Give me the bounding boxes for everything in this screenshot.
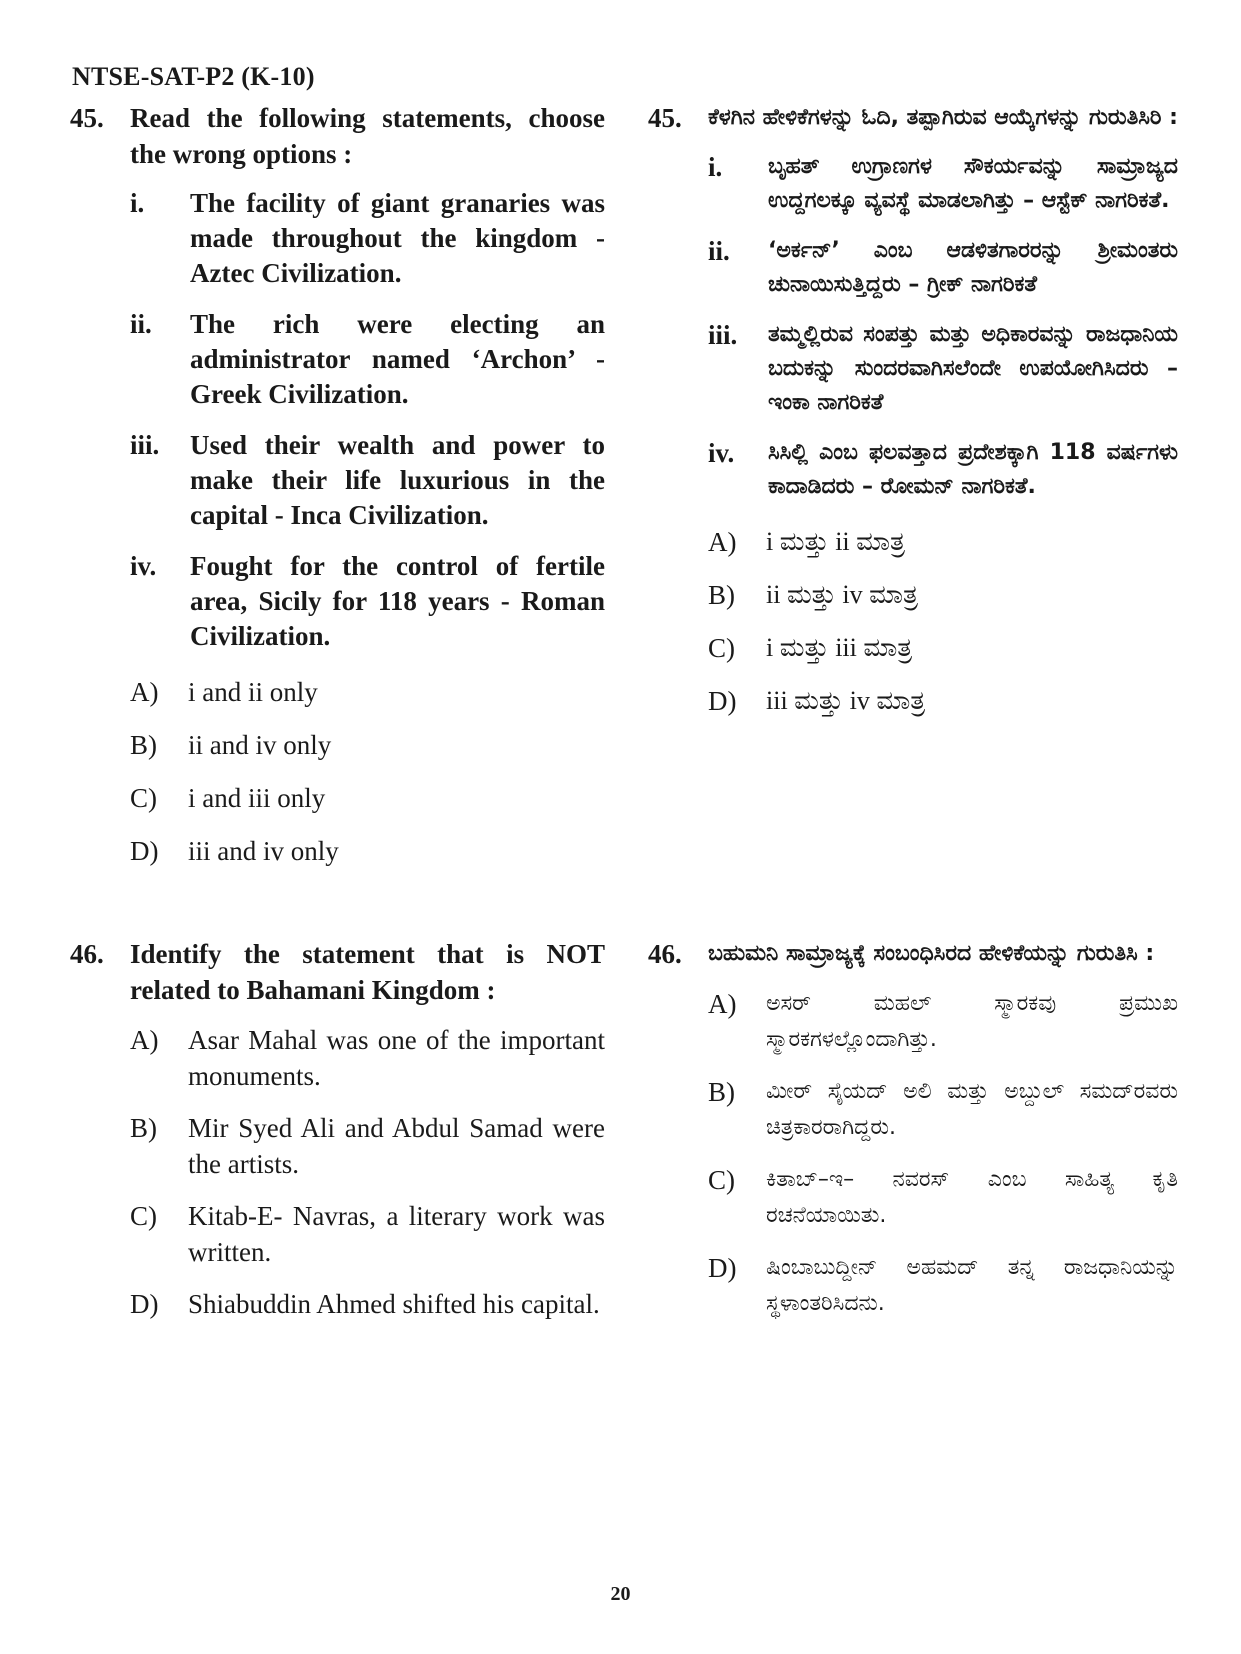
option-label: B): [708, 580, 735, 610]
option-text: ಮೀರ್ ಸೈಯದ್ ಅಲಿ ಮತ್ತು ಅಬ್ದುಲ್ ಸಮದ್‌ರವರು ಚಿತ್ರಕಾರರಾಗಿದ್ದರು.: [766, 1079, 1178, 1140]
option-label: C): [130, 1201, 157, 1231]
question-46-kannada: [648, 936, 1178, 1338]
option-text: Mir Syed Ali and Abdul Samad were the artists.: [188, 1113, 605, 1179]
option-b: [708, 1074, 1178, 1146]
option-c: [708, 630, 1178, 666]
statement-iii: [130, 428, 605, 533]
statement-iii: [708, 318, 1178, 420]
option-text: iii ಮತ್ತು iv ಮಾತ್ರ: [766, 686, 926, 715]
option-text: ii and iv only: [188, 730, 332, 760]
statement-iv: [130, 549, 605, 654]
option-list: [130, 674, 605, 869]
option-list: [708, 524, 1178, 719]
question-45-kannada: [648, 100, 1178, 736]
option-text: i ಮತ್ತು ii ಮಾತ್ರ: [766, 527, 905, 556]
question-46-english: [70, 936, 605, 1338]
option-text: Asar Mahal was one of the important monuments.: [188, 1025, 605, 1091]
statement-list: [130, 186, 605, 654]
option-text: ಅಸರ್ ಮಹಲ್ ಸ್ಮಾರಕವು ಪ್ರಮುಖ ಸ್ಮಾರಕಗಳಲ್ಲೊಂದಾಗಿತ್ತು.: [766, 991, 1178, 1052]
option-b: [130, 1110, 605, 1182]
option-label: A): [708, 989, 737, 1019]
statement-text: Used their wealth and power to make their life luxurious in the capital - Inca Civilization.: [190, 430, 605, 530]
option-list: [708, 986, 1178, 1322]
option-b: [708, 577, 1178, 613]
statement-label: iv.: [130, 551, 157, 581]
question-text: Identify the statement that is NOT related to Bahamani Kingdom :: [130, 939, 605, 1005]
option-text: ಕಿತಾಬ್–ಇ– ನವರಸ್ ಎಂಬ ಸಾಹಿತ್ಯ ಕೃತಿ ರಚನೆಯಾಯಿತು.: [766, 1167, 1178, 1228]
option-label: D): [708, 686, 737, 716]
option-d: [130, 833, 605, 869]
option-text: ಷಿಂಬಾಬುದ್ದೀನ್ ಅಹಮದ್ ತನ್ನ ರಾಜಧಾನಿಯನ್ನು ಸ್ಥಳಾಂತರಿಸಿದನು.: [766, 1255, 1178, 1316]
statement-label: i.: [130, 188, 145, 218]
option-a: [708, 524, 1178, 560]
option-text: i ಮತ್ತು iii ಮಾತ್ರ: [766, 633, 913, 662]
question-text: ಬಹುಮನಿ ಸಾಮ್ರಾಜ್ಯಕ್ಕೆ ಸಂಬಂಧಿಸಿರದ ಹೇಳಿಕೆಯನ್ನು ಗುರುತಿಸಿ :: [708, 941, 1155, 966]
option-label: D): [708, 1253, 737, 1283]
statement-label: iii.: [130, 430, 160, 460]
option-d: [708, 683, 1178, 719]
statement-text: ‘ಅರ್ಕನ್’ ಎಂಬ ಆಡಳಿತಗಾರರನ್ನು ಶ್ರೀಮಂತರು ಚುನಾಯಿಸುತ್ತಿದ್ದರು – ಗ್ರೀಕ್ ನಾಗರಿಕತೆ: [768, 238, 1178, 297]
option-label: A): [130, 677, 159, 707]
option-c: [130, 1198, 605, 1270]
option-label: A): [130, 1025, 159, 1055]
statement-text: The rich were electing an administrator named ‘Archon’ - Greek Civilization.: [190, 309, 605, 409]
option-text: Shiabuddin Ahmed shifted his capital.: [188, 1289, 600, 1319]
statement-ii: [130, 307, 605, 412]
page-number: 20: [610, 1583, 631, 1605]
question-number: 46.: [70, 939, 104, 969]
option-label: B): [130, 730, 157, 760]
statement-label: ii.: [708, 236, 730, 266]
option-d: [708, 1250, 1178, 1322]
statement-i: [708, 150, 1178, 218]
statement-label: ii.: [130, 309, 152, 339]
statement-text: Fought for the control of fertile area, Sicily for 118 years - Roman Civilization.: [190, 551, 605, 651]
option-label: A): [708, 527, 737, 557]
option-text: ii ಮತ್ತು iv ಮಾತ್ರ: [766, 580, 918, 609]
question-number: 46.: [648, 939, 682, 969]
option-label: B): [708, 1077, 735, 1107]
statement-text: ಸಿಸಿಲ್ಲಿ ಎಂಬ ಫಲವತ್ತಾದ ಪ್ರದೇಶಕ್ಕಾಗಿ 118 ವರ್ಷಗಳು ಕಾದಾಡಿದರು – ರೋಮನ್ ನಾಗರಿಕತೆ.: [768, 440, 1178, 499]
statement-text: The facility of giant granaries was made throughout the kingdom - Aztec Civilization.: [190, 188, 605, 288]
statement-list: [708, 150, 1178, 504]
option-list: [130, 1022, 605, 1322]
option-a: [130, 1022, 605, 1094]
option-label: D): [130, 1289, 159, 1319]
option-d: [130, 1286, 605, 1322]
statement-label: iii.: [708, 320, 738, 350]
option-text: iii and iv only: [188, 836, 339, 866]
option-a: [708, 986, 1178, 1058]
statement-iv: [708, 436, 1178, 504]
statement-label: i.: [708, 152, 723, 182]
statement-ii: [708, 234, 1178, 302]
option-a: [130, 674, 605, 710]
question-text: Read the following statements, choose the wrong options :: [130, 103, 605, 169]
question-45-english: [70, 100, 605, 886]
option-label: D): [130, 836, 159, 866]
statement-label: iv.: [708, 438, 735, 468]
statement-i: [130, 186, 605, 291]
option-text: Kitab-E- Navras, a literary work was written.: [188, 1201, 605, 1267]
paper-code-header: NTSE-SAT-P2 (K-10): [72, 62, 315, 91]
option-label: C): [708, 1165, 735, 1195]
statement-text: ತಮ್ಮಲ್ಲಿರುವ ಸಂಪತ್ತು ಮತ್ತು ಅಧಿಕಾರವನ್ನು ರಾಜಧಾನಿಯ ಬದುಕನ್ನು ಸುಂದರವಾಗಿಸಲೆಂದೇ ಉಪಯೋಗಿಸಿದರು – ಇಂಕಾ ನಾಗರಿಕತೆ: [768, 322, 1178, 415]
question-number: 45.: [70, 103, 104, 133]
option-c: [130, 780, 605, 816]
option-text: i and iii only: [188, 783, 326, 813]
option-c: [708, 1162, 1178, 1234]
question-text: ಕೆಳಗಿನ ಹೇಳಿಕೆಗಳನ್ನು ಓದಿ, ತಪ್ಪಾಗಿರುವ ಆಯ್ಕೆಗಳನ್ನು ಗುರುತಿಸಿರಿ :: [708, 105, 1178, 130]
statement-text: ಬೃಹತ್ ಉಗ್ರಾಣಗಳ ಸೌಕರ್ಯವನ್ನು ಸಾಮ್ರಾಜ್ಯದ ಉದ್ದಗಲಕ್ಕೂ ವ್ಯವಸ್ಥೆ ಮಾಡಲಾಗಿತ್ತು – ಆಸ್ಟೆಕ್ ನಾಗರಿಕತೆ.: [768, 154, 1178, 213]
option-label: C): [130, 783, 157, 813]
option-label: B): [130, 1113, 157, 1143]
question-number: 45.: [648, 103, 682, 133]
option-label: C): [708, 633, 735, 663]
option-text: i and ii only: [188, 677, 318, 707]
option-b: [130, 727, 605, 763]
